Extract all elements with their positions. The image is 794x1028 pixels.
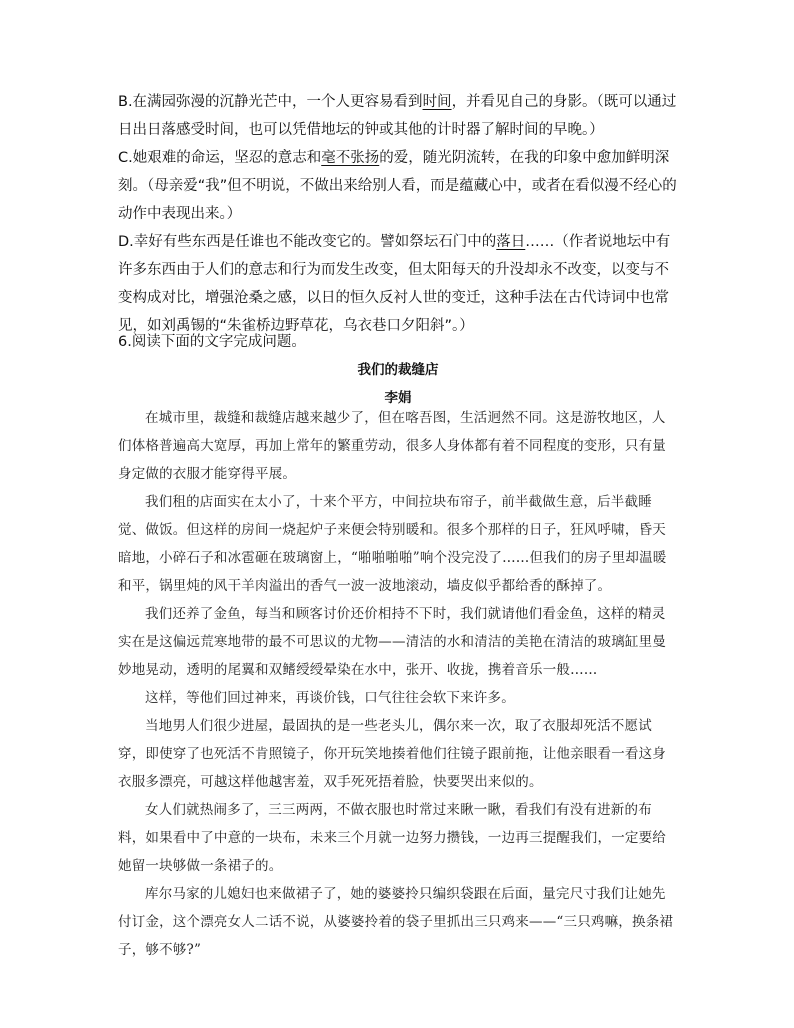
option-d-post: ……（作者说地坛中有许多东西由于人们的意志和行为而发生改变，但太阳每天的升没却永不改变，以变与不变构成对比，增强沧桑之感，以日的恒久反衬人世的变迁，这种手法在古代诗词中也常见，如刘禹锡的“朱雀桥边野草花，乌衣巷口夕阳斜”。） [118,234,671,334]
article-paragraph: 我们租的店面实在太小了，十来个平方，中间拉块布帘子，前半截做生意，后半截睡觉、做饭。但这样的房间一烧起炉子来便会特别暖和。很多个那样的日子，狂风呼啸，昏天暗地，小碎石子和冰雹砸在玻璃窗上，“啪啪啪啪”响个没完没了……但我们的房子里却温暖和平，锅里炖的风干羊肉溢出的香气一波一波地滚动，墙皮似乎都给香的酥掉了。 [118,494,667,594]
article-paragraph: 库尔马家的儿媳妇也来做裙子了，她的婆婆拎只编织袋跟在后面，量完尺寸我们让她先付订金，这个漂亮女人二话不说，从婆婆拎着的袋子里抓出三只鸡来——“三只鸡嘛，换条裙子，够不够?” [118,886,674,958]
option-c-post: 的爱，随光阴流转，在我的印象中愈加鲜明深刻。（母亲爱“我”但不明说，不做出来给别人看，而是蕴藏心中，或者在看似漫不经心的动作中表现出来。） [118,150,677,222]
question-6-prompt: 6.阅读下面的文字完成问题。 [118,334,306,350]
option-c-pre: C.她艰难的命运，坚忍的意志和 [118,150,322,166]
option-d-pre: D.幸好有些东西是任谁也不能改变它的。譬如祭坛石门中的 [118,234,497,250]
article-paragraph: 我们还养了金鱼，每当和顾客讨价还价相持不下时，我们就请他们看金鱼，这样的精灵实在是这偏远荒寒地带的最不可思议的尤物——清洁的水和清洁的美艳在清洁的玻璃缸里曼妙地晃动，透明的尾翼和双鳍绶绶晕染在水中，张开、收拢，携着音乐一般…… [118,606,666,678]
article-paragraph: 这样，等他们回过神来，再谈价钱，口气往往会软下来许多。 [145,690,515,706]
option-d [118,228,678,340]
article-author: 李娟 [384,390,412,406]
option-b-underlined: 时间 [422,94,452,110]
option-b-pre: B.在满园弥漫的沉静光芒中，一个人更容易看到 [118,94,423,110]
article-title: 我们的裁缝店 [357,362,439,378]
article-paragraph: 女人们就热闹多了，三三两两，不做衣服也时常过来瞅一瞅，看我们有没有进新的布料，如果看中了中意的一块布，未来三个月就一边努力攒钱，一边再三提醒我们，一定要给她留一块够做一条裙子的。 [118,802,666,874]
option-c-underlined: 毫不张扬 [321,150,380,166]
option-b-post: ，并看见自己的身影。（既可以通过日出日落感受时间，也可以凭借地坛的钟或其他的计时器了解时间的早晚。） [118,94,677,138]
option-c [118,144,678,228]
article-body [118,404,678,964]
article-paragraph: 在城市里，裁缝和裁缝店越来越少了，但在喀吾图，生活迥然不同。这是游牧地区，人们体格普遍高大宽厚，再加上常年的繁重劳动，很多人身体都有着不同程度的变形，只有量身定做的衣服才能穿得平展。 [118,410,666,482]
option-b [118,88,678,144]
article-paragraph: 当地男人们很少进屋，最固执的是一些老头儿，偶尔来一次，取了衣服却死活不愿试穿，即使穿了也死活不肯照镜子，你开玩笑地揍着他们往镜子跟前拖，让他亲眼看一看这身衣服多漂亮，可越这样他越害羞，双手死死捂着脸，快要哭出来似的。 [118,718,666,790]
option-d-underlined: 落日 [496,234,526,250]
